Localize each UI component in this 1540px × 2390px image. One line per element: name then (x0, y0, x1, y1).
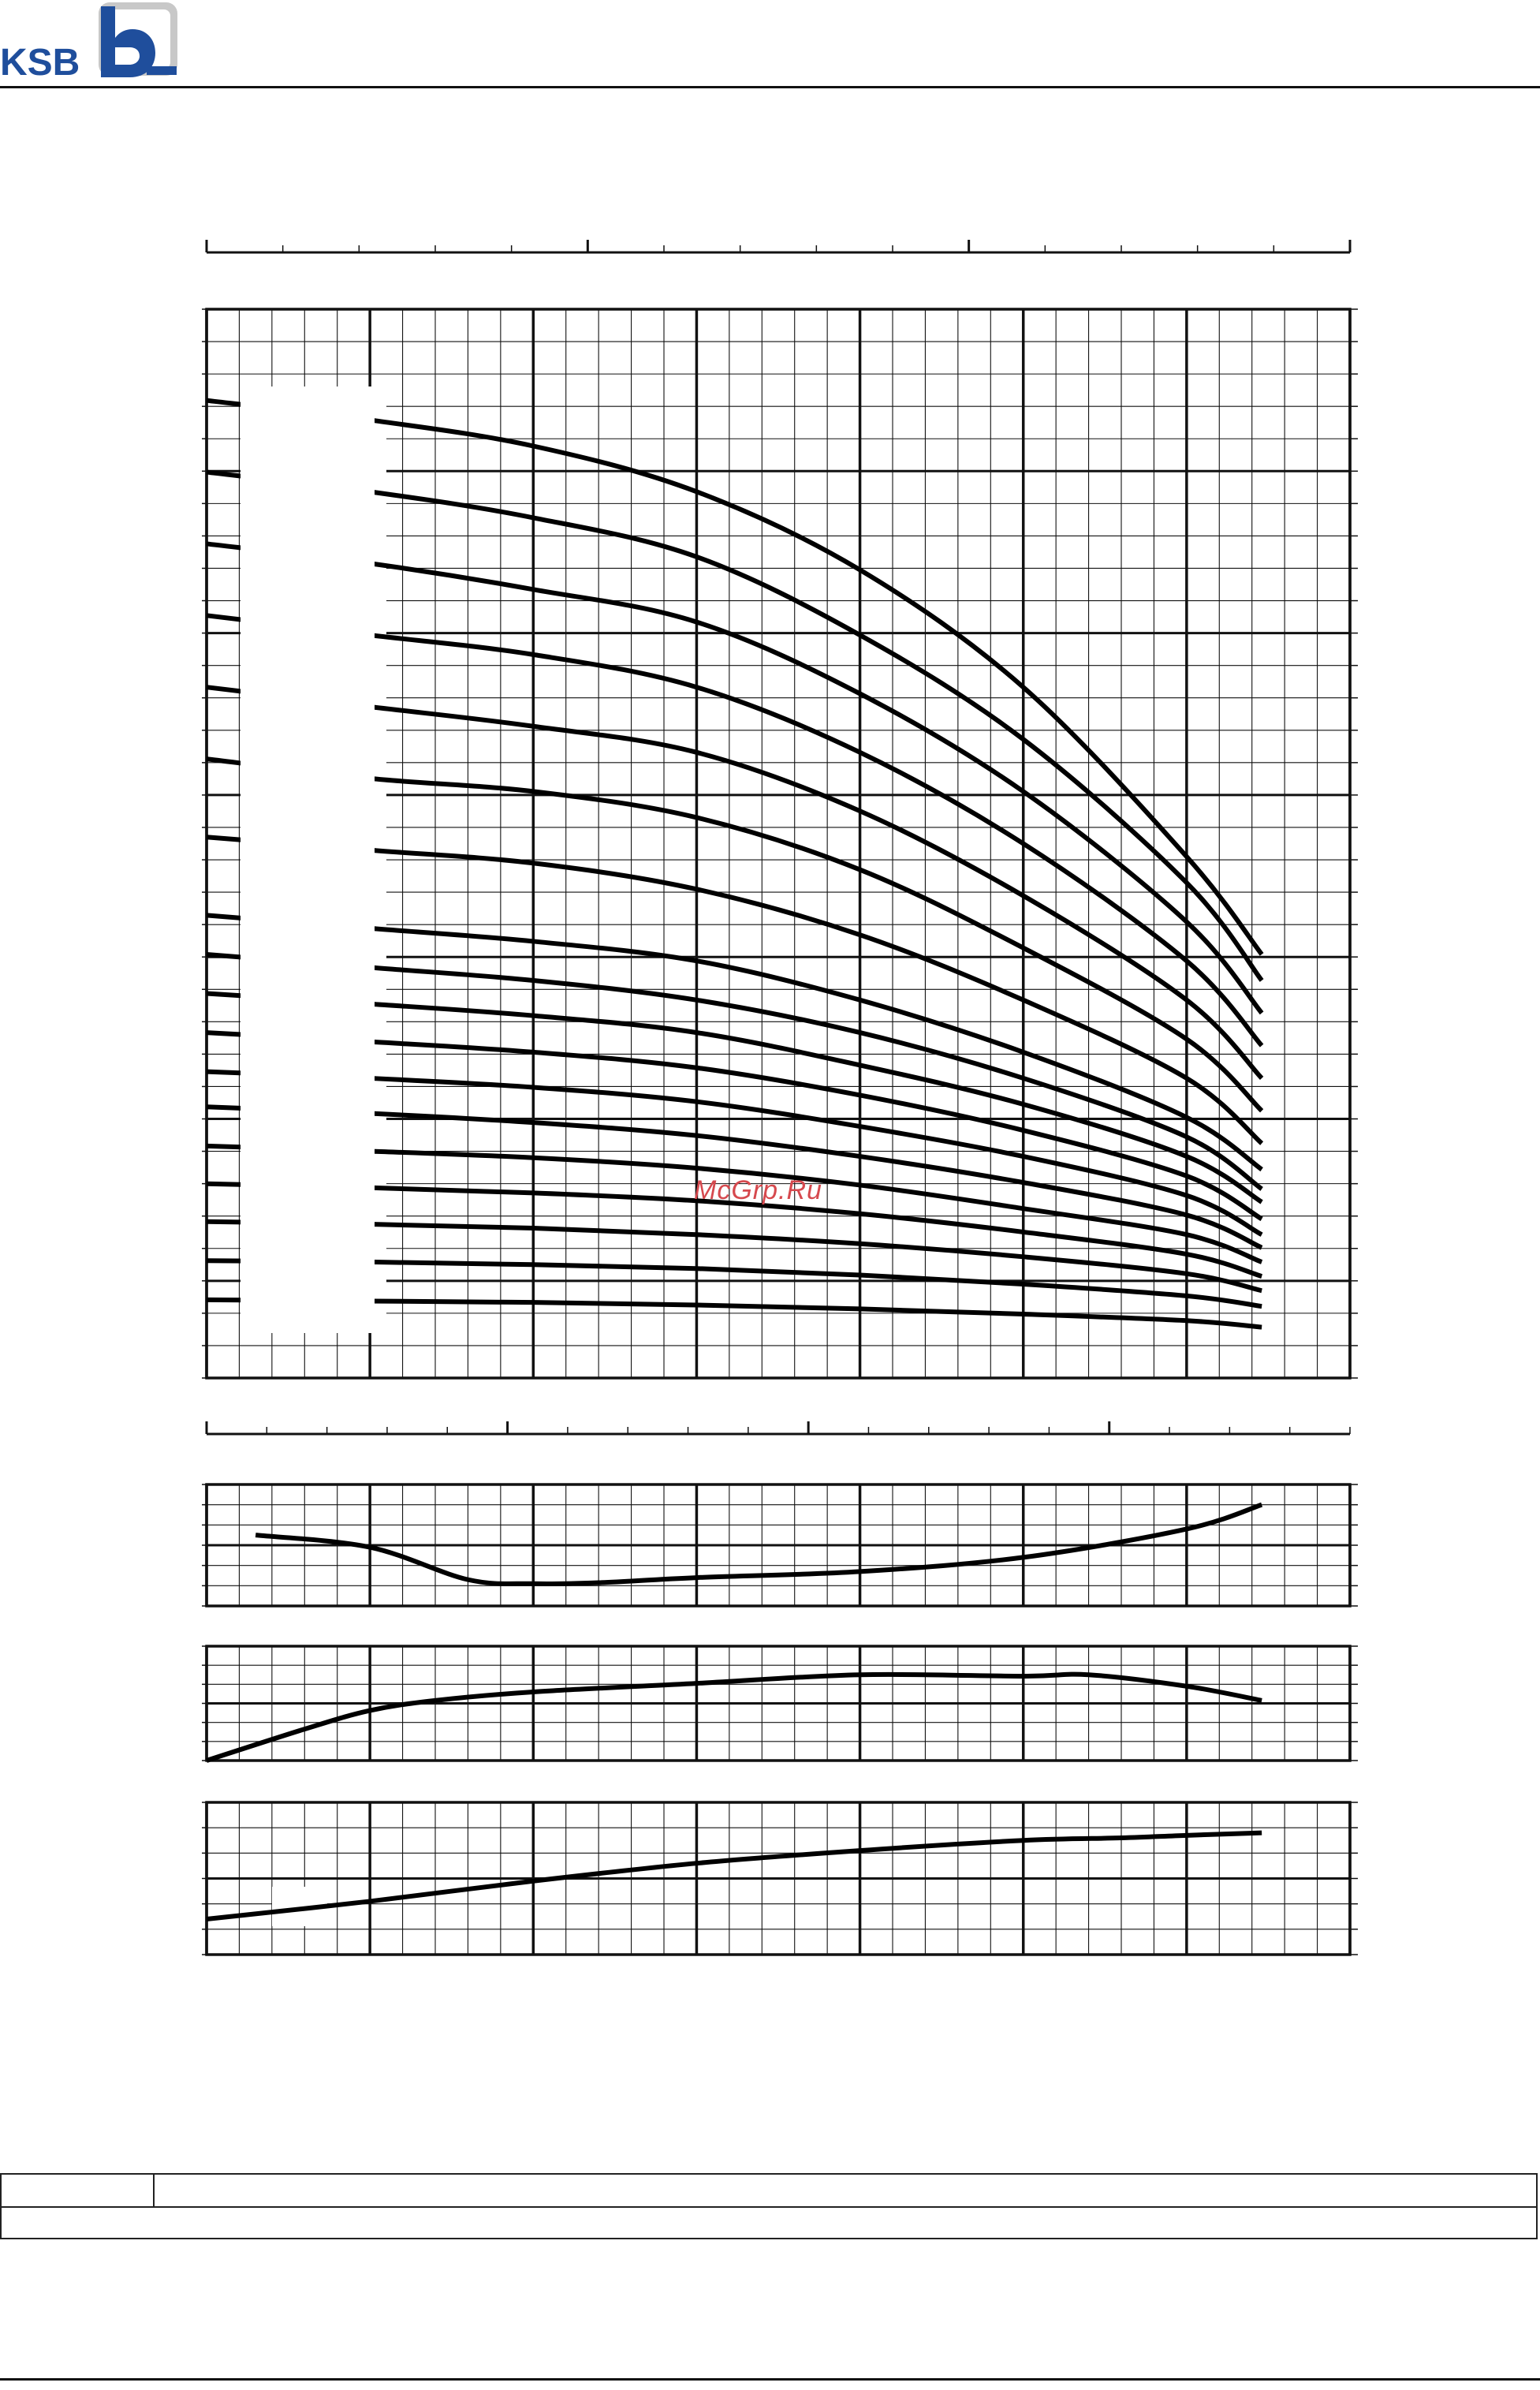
curve-efficiency-eta (207, 1675, 1262, 1761)
grid-npsh (202, 1484, 1358, 1606)
grid-efficiency (202, 1646, 1358, 1761)
secondary-scale (207, 1421, 1350, 1434)
chart-curves (207, 387, 1262, 1919)
label-mask-head-top (241, 387, 375, 1333)
ksb-logo-text: KSB (0, 42, 80, 84)
curves-efficiency (207, 1675, 1262, 1761)
curve-power-p (207, 1833, 1262, 1919)
curves-power (207, 1833, 1262, 1919)
secondary-scale (207, 240, 1350, 252)
grid-power (202, 1802, 1358, 1955)
watermark: McGrp.Ru (694, 1175, 822, 1205)
